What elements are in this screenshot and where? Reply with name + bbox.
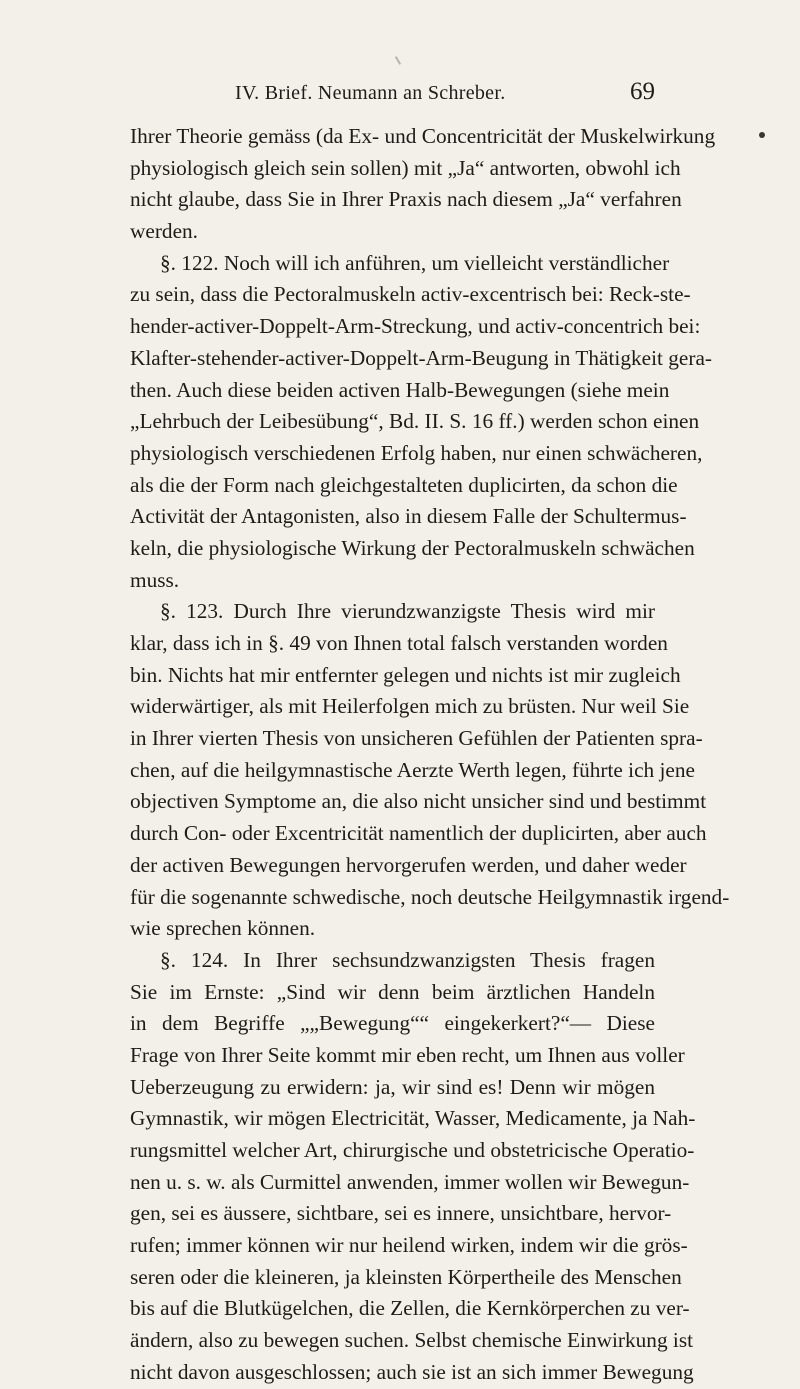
text-line: zu sein, dass die Pectoralmuskeln activ-excentrisch bei: Reck-ste- [130,282,691,307]
text-line: Ueberzeugung zu erwidern: ja, wir sind es! Denn wir mögen [130,1074,655,1099]
text-line: der activen Bewegungen hervorgerufen werden, und daher weder [130,852,687,877]
text-line: physiologisch gleich sein sollen) mit „Ja“ antworten, obwohl ich [130,155,681,180]
text-line: in dem Begriffe „„Bewegung““ eingekerkert?“— Diese [130,1011,655,1036]
text-line: Ihrer Theorie gemäss (da Ex- und Concentricität der Muskelwirkung [130,124,716,148]
text-line: hender-activer-Doppelt-Arm-Streckung, und activ-concentrich bei: [130,314,701,339]
text-line: physiologisch verschiedenen Erfolg haben, nur einen schwächeren, [130,440,703,465]
text-line: then. Auch diese beiden activen Halb-Bewegungen (siehe mein [130,377,670,402]
text-line: für die sogenannte schwedische, noch deutsche Heilgymnastik irgend- [130,884,730,909]
text-line: nicht glaube, dass Sie in Ihrer Praxis nach diesem „Ja“ verfahren [130,187,682,212]
text-line: Klafter-stehender-activer-Doppelt-Arm-Beugung in Thätigkeit gera- [130,345,712,370]
text-line: bin. Nichts hat mir entfernter gelegen und nichts ist mir zugleich [130,662,681,687]
text-line: ändern, also zu bewegen suchen. Selbst chemische Einwirkung ist [130,1328,694,1353]
text-line: keln, die physiologische Wirkung der Pectoralmuskeln schwächen [130,535,695,560]
body-text [130,121,730,1389]
text-line: nen u. s. w. als Curmittel anwenden, immer wollen wir Bewegun- [130,1169,690,1194]
text-line: als die der Form nach gleichgestalteten duplicirten, da schon die [130,472,678,497]
paragraph-122-start: §. 122. Noch will ich anführen, um vielleicht verständlicher [160,250,670,275]
text-line: durch Con- oder Excentricität namentlich der duplicirten, aber auch [130,821,707,846]
text-line: gen, sei es äussere, sichtbare, sei es innere, unsichtbare, hervor- [130,1201,672,1226]
text-line: objectiven Symptome an, die also nicht unsicher sind und bestimmt [130,789,707,814]
text-line: wie sprechen können. [130,916,316,941]
text-line: seren oder die kleineren, ja kleinsten Körpertheile des Menschen [130,1264,682,1289]
text-line: „Lehrbuch der Leibesübung“, Bd. II. S. 16 ff.) werden schon einen [130,409,700,434]
text-line: in Ihrer vierten Thesis von unsicheren Gefühlen der Patienten spra- [130,726,703,751]
text-line: rufen; immer können wir nur heilend wirken, indem wir die grös- [130,1233,688,1258]
text-line: Sie im Ernste: „Sind wir denn beim ärztlichen Handeln [130,979,655,1004]
running-title: IV. Brief. Neumann an Schreber. [235,82,506,104]
text-line: chen, auf die heilgymnastische Aerzte Werth legen, führte ich jene [130,757,695,782]
text-line: bis auf die Blutkügelchen, die Zellen, die Kernkörperchen zu ver- [130,1296,690,1321]
paper-speck [395,56,401,65]
page-number: 69 [630,78,655,105]
text-line: widerwärtiger, als mit Heilerfolgen mich zu brüsten. Nur weil Sie [130,694,690,719]
text-line: muss. [130,567,180,592]
text-line: werden. [130,219,198,244]
text-line: klar, dass ich in §. 49 von Ihnen total falsch verstanden worden [130,631,668,655]
text-line: rungsmittel welcher Art, chirurgische und obstetricische Operatio- [130,1138,695,1162]
text-line: Frage von Ihrer Seite kommt mir eben recht, um Ihnen aus voller [130,1042,685,1067]
text-line: Activität der Antagonisten, also in diesem Falle der Schultermus- [130,504,687,529]
text-line: nicht davon ausgeschlossen; auch sie ist an sich immer Bewegung [130,1359,694,1384]
text-line: Gymnastik, wir mögen Electricität, Wasser, Medicamente, ja Nah- [130,1106,696,1131]
page-header [235,76,655,114]
margin-dot [759,132,765,138]
paragraph-123-start: §. 123. Durch Ihre vierundzwanzigste Thesis wird mir [160,599,655,624]
paragraph-124-start: §. 124. In Ihrer sechsundzwanzigsten Thesis fragen [160,947,655,972]
